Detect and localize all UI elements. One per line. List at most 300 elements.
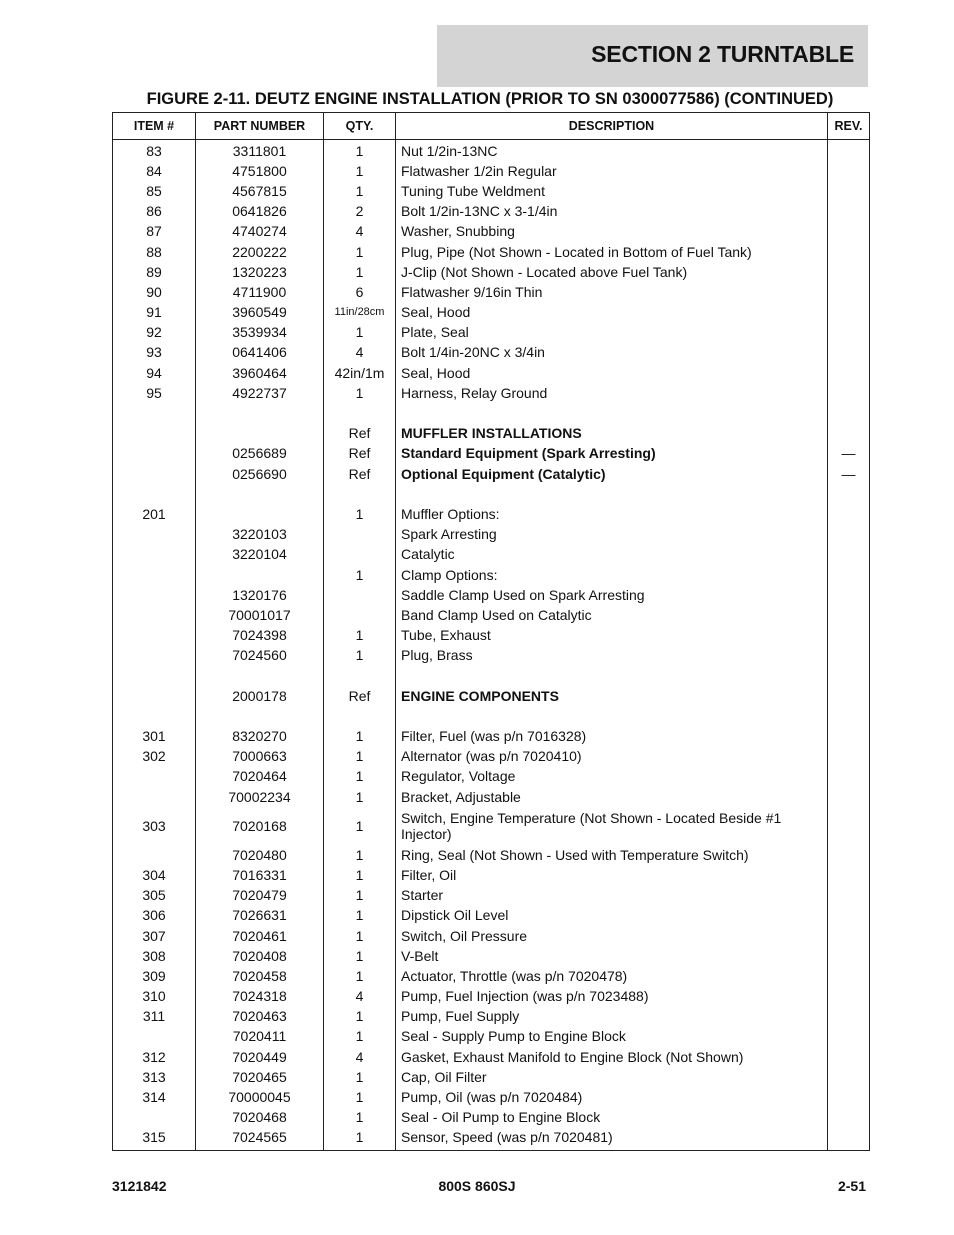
revision	[828, 987, 870, 1007]
description: Dipstick Oil Level	[396, 906, 828, 926]
item-number	[113, 767, 196, 787]
revision	[828, 1047, 870, 1067]
table-row	[113, 966, 870, 986]
part-number: 7020468	[196, 1108, 324, 1128]
quantity	[324, 706, 396, 726]
revision	[828, 966, 870, 986]
table-row	[113, 706, 870, 726]
description: Switch, Oil Pressure	[396, 926, 828, 946]
part-number: 7024398	[196, 626, 324, 646]
quantity: 1	[324, 1087, 396, 1107]
footer-model: 800S 860SJ	[438, 1178, 516, 1194]
quantity: 1	[324, 262, 396, 282]
part-number: 7020480	[196, 845, 324, 865]
description: Plate, Seal	[396, 323, 828, 343]
item-number	[113, 605, 196, 625]
table-row	[113, 926, 870, 946]
quantity: Ref	[324, 686, 396, 706]
part-number: 7020411	[196, 1027, 324, 1047]
item-number: 86	[113, 202, 196, 222]
part-number: 70002234	[196, 787, 324, 807]
description: Muffler Options:	[396, 504, 828, 524]
part-number: 7020479	[196, 886, 324, 906]
table-row	[113, 1027, 870, 1047]
item-number: 302	[113, 747, 196, 767]
footer-doc-number: 3121842	[112, 1178, 167, 1194]
item-number	[113, 686, 196, 706]
quantity: 1	[324, 1027, 396, 1047]
item-number: 309	[113, 966, 196, 986]
description: Spark Arresting	[396, 525, 828, 545]
revision	[828, 525, 870, 545]
part-number: 7020465	[196, 1067, 324, 1087]
item-number: 312	[113, 1047, 196, 1067]
item-number	[113, 464, 196, 484]
item-number: 307	[113, 926, 196, 946]
table-row	[113, 1067, 870, 1087]
table-row	[113, 686, 870, 706]
item-number	[113, 444, 196, 464]
description: Seal, Hood	[396, 303, 828, 323]
table-row	[113, 202, 870, 222]
table-row	[113, 626, 870, 646]
revision	[828, 886, 870, 906]
description: V-Belt	[396, 946, 828, 966]
part-number: 3220103	[196, 525, 324, 545]
item-number: 314	[113, 1087, 196, 1107]
part-number: 2000178	[196, 686, 324, 706]
item-number: 304	[113, 865, 196, 885]
table-row	[113, 906, 870, 926]
quantity: 1	[324, 565, 396, 585]
item-number	[113, 1027, 196, 1047]
table-row	[113, 282, 870, 302]
part-number: 7020168	[196, 807, 324, 845]
part-number: 3960464	[196, 363, 324, 383]
part-number: 4740274	[196, 222, 324, 242]
description: Optional Equipment (Catalytic)	[396, 464, 828, 484]
description: Seal, Hood	[396, 363, 828, 383]
table-row	[113, 767, 870, 787]
table-row	[113, 646, 870, 666]
item-number	[113, 1108, 196, 1128]
table-row	[113, 444, 870, 464]
description: Flatwasher 1/2in Regular	[396, 161, 828, 181]
item-number: 93	[113, 343, 196, 363]
description: Bolt 1/2in-13NC x 3-1/4in	[396, 202, 828, 222]
item-number	[113, 424, 196, 444]
description: Filter, Oil	[396, 865, 828, 885]
revision	[828, 363, 870, 383]
quantity: 1	[324, 886, 396, 906]
table-row	[113, 484, 870, 504]
table-row	[113, 787, 870, 807]
revision	[828, 1108, 870, 1128]
revision	[828, 726, 870, 746]
revision	[828, 222, 870, 242]
revision: —	[828, 444, 870, 464]
item-number: 91	[113, 303, 196, 323]
part-number: 0256690	[196, 464, 324, 484]
table-header-row	[113, 113, 870, 140]
revision	[828, 504, 870, 524]
part-number: 3311801	[196, 140, 324, 162]
description: ENGINE COMPONENTS	[396, 686, 828, 706]
revision	[828, 1087, 870, 1107]
quantity: 4	[324, 1047, 396, 1067]
item-number	[113, 646, 196, 666]
part-number: 4711900	[196, 282, 324, 302]
quantity	[324, 545, 396, 565]
part-number: 70000045	[196, 1087, 324, 1107]
table-row	[113, 1087, 870, 1107]
item-number: 305	[113, 886, 196, 906]
revision	[828, 323, 870, 343]
revision	[828, 747, 870, 767]
quantity: 1	[324, 323, 396, 343]
item-number	[113, 845, 196, 865]
part-number: 7020461	[196, 926, 324, 946]
part-number: 3539934	[196, 323, 324, 343]
item-number	[113, 585, 196, 605]
quantity: 1	[324, 845, 396, 865]
item-number	[113, 666, 196, 686]
revision	[828, 161, 870, 181]
item-number: 310	[113, 987, 196, 1007]
part-number: 7024318	[196, 987, 324, 1007]
part-number: 7024565	[196, 1128, 324, 1151]
description: Catalytic	[396, 545, 828, 565]
description: MUFFLER INSTALLATIONS	[396, 424, 828, 444]
revision	[828, 1007, 870, 1027]
table-row	[113, 504, 870, 524]
quantity: 1	[324, 946, 396, 966]
part-number	[196, 484, 324, 504]
table-row	[113, 1047, 870, 1067]
item-number: 94	[113, 363, 196, 383]
description: Cap, Oil Filter	[396, 1067, 828, 1087]
part-number: 7020458	[196, 966, 324, 986]
item-number	[113, 565, 196, 585]
quantity: 4	[324, 222, 396, 242]
quantity: 4	[324, 343, 396, 363]
part-number	[196, 666, 324, 686]
description: Plug, Pipe (Not Shown - Located in Bottom of Fuel Tank)	[396, 242, 828, 262]
revision	[828, 403, 870, 423]
table-row	[113, 424, 870, 444]
item-number: 306	[113, 906, 196, 926]
part-number: 0641826	[196, 202, 324, 222]
quantity: 1	[324, 726, 396, 746]
section-title: SECTION 2 TURNTABLE	[591, 41, 854, 67]
description: Alternator (was p/n 7020410)	[396, 747, 828, 767]
description: Tuning Tube Weldment	[396, 181, 828, 201]
quantity: 4	[324, 987, 396, 1007]
table-row	[113, 242, 870, 262]
quantity: 1	[324, 807, 396, 845]
revision	[828, 202, 870, 222]
quantity: 1	[324, 646, 396, 666]
quantity: 1	[324, 626, 396, 646]
quantity	[324, 403, 396, 423]
table-row	[113, 585, 870, 605]
description: Actuator, Throttle (was p/n 7020478)	[396, 966, 828, 986]
item-number: 311	[113, 1007, 196, 1027]
description	[396, 484, 828, 504]
item-number	[113, 626, 196, 646]
revision	[828, 605, 870, 625]
item-number: 83	[113, 140, 196, 162]
description: Seal - Supply Pump to Engine Block	[396, 1027, 828, 1047]
part-number	[196, 565, 324, 585]
revision	[828, 545, 870, 565]
part-number: 8320270	[196, 726, 324, 746]
column-header-part-number: PART NUMBER	[196, 113, 324, 140]
description: Harness, Relay Ground	[396, 383, 828, 403]
description: Pump, Fuel Supply	[396, 1007, 828, 1027]
item-number: 89	[113, 262, 196, 282]
column-header-rev: REV.	[828, 113, 870, 140]
item-number: 92	[113, 323, 196, 343]
item-number	[113, 787, 196, 807]
quantity: 2	[324, 202, 396, 222]
item-number: 308	[113, 946, 196, 966]
item-number	[113, 545, 196, 565]
section-banner	[437, 25, 868, 87]
table-row	[113, 865, 870, 885]
revision	[828, 262, 870, 282]
part-number: 3960549	[196, 303, 324, 323]
table-row	[113, 262, 870, 282]
revision	[828, 585, 870, 605]
table-row	[113, 343, 870, 363]
description	[396, 403, 828, 423]
part-number: 1320223	[196, 262, 324, 282]
quantity: 1	[324, 1007, 396, 1027]
table-row	[113, 403, 870, 423]
part-number: 7026631	[196, 906, 324, 926]
revision	[828, 807, 870, 845]
description	[396, 666, 828, 686]
table-row	[113, 666, 870, 686]
item-number: 303	[113, 807, 196, 845]
description: Nut 1/2in-13NC	[396, 140, 828, 162]
part-number: 0256689	[196, 444, 324, 464]
item-number	[113, 403, 196, 423]
revision	[828, 343, 870, 363]
item-number: 95	[113, 383, 196, 403]
revision	[828, 626, 870, 646]
part-number	[196, 424, 324, 444]
part-number: 7020463	[196, 1007, 324, 1027]
table-row	[113, 323, 870, 343]
quantity: 42in/1m	[324, 363, 396, 383]
item-number: 85	[113, 181, 196, 201]
table-row	[113, 726, 870, 746]
item-number	[113, 525, 196, 545]
description: J-Clip (Not Shown - Located above Fuel Tank)	[396, 262, 828, 282]
parts-table-body	[113, 140, 870, 1151]
description: Pump, Fuel Injection (was p/n 7023488)	[396, 987, 828, 1007]
figure-title: FIGURE 2-11. DEUTZ ENGINE INSTALLATION (PRIOR TO SN 0300077586) (CONTINUED)	[146, 90, 834, 108]
parts-table	[112, 112, 870, 1151]
description: Gasket, Exhaust Manifold to Engine Block (Not Shown)	[396, 1047, 828, 1067]
revision	[828, 767, 870, 787]
quantity: 1	[324, 1067, 396, 1087]
description: Starter	[396, 886, 828, 906]
revision	[828, 303, 870, 323]
part-number: 7024560	[196, 646, 324, 666]
revision	[828, 1128, 870, 1151]
revision	[828, 1067, 870, 1087]
part-number	[196, 403, 324, 423]
quantity: 1	[324, 181, 396, 201]
table-row	[113, 565, 870, 585]
description: Pump, Oil (was p/n 7020484)	[396, 1087, 828, 1107]
revision	[828, 383, 870, 403]
revision: —	[828, 464, 870, 484]
quantity: 1	[324, 865, 396, 885]
quantity: 1	[324, 1128, 396, 1151]
quantity: 1	[324, 242, 396, 262]
revision	[828, 282, 870, 302]
revision	[828, 787, 870, 807]
description: Washer, Snubbing	[396, 222, 828, 242]
revision	[828, 946, 870, 966]
quantity: Ref	[324, 444, 396, 464]
quantity: Ref	[324, 424, 396, 444]
table-row	[113, 747, 870, 767]
item-number: 301	[113, 726, 196, 746]
revision	[828, 424, 870, 444]
quantity	[324, 484, 396, 504]
description: Switch, Engine Temperature (Not Shown - Located Beside #1 Injector)	[396, 807, 828, 845]
item-number: 313	[113, 1067, 196, 1087]
quantity	[324, 605, 396, 625]
table-row	[113, 1007, 870, 1027]
revision	[828, 845, 870, 865]
quantity: 1	[324, 966, 396, 986]
revision	[828, 906, 870, 926]
part-number: 7016331	[196, 865, 324, 885]
part-number: 7020408	[196, 946, 324, 966]
revision	[828, 1027, 870, 1047]
quantity: 1	[324, 504, 396, 524]
description: Seal - Oil Pump to Engine Block	[396, 1108, 828, 1128]
item-number: 84	[113, 161, 196, 181]
table-row	[113, 845, 870, 865]
footer-page-number: 2-51	[837, 1178, 866, 1194]
part-number: 3220104	[196, 545, 324, 565]
item-number: 315	[113, 1128, 196, 1151]
part-number: 1320176	[196, 585, 324, 605]
description: Clamp Options:	[396, 565, 828, 585]
description: Standard Equipment (Spark Arresting)	[396, 444, 828, 464]
part-number: 7020449	[196, 1047, 324, 1067]
revision	[828, 484, 870, 504]
revision	[828, 865, 870, 885]
revision	[828, 706, 870, 726]
column-header-qty: QTY.	[324, 113, 396, 140]
table-row	[113, 1108, 870, 1128]
item-number: 201	[113, 504, 196, 524]
item-number: 90	[113, 282, 196, 302]
part-number: 7000663	[196, 747, 324, 767]
item-number: 88	[113, 242, 196, 262]
table-row	[113, 140, 870, 162]
description: Filter, Fuel (was p/n 7016328)	[396, 726, 828, 746]
revision	[828, 926, 870, 946]
table-row	[113, 1128, 870, 1151]
revision	[828, 140, 870, 162]
table-row	[113, 605, 870, 625]
revision	[828, 646, 870, 666]
table-row	[113, 987, 870, 1007]
part-number: 4751800	[196, 161, 324, 181]
quantity: 1	[324, 906, 396, 926]
description	[396, 706, 828, 726]
description: Regulator, Voltage	[396, 767, 828, 787]
part-number: 0641406	[196, 343, 324, 363]
quantity: 11in/28cm	[324, 303, 396, 323]
table-row	[113, 222, 870, 242]
item-number	[113, 706, 196, 726]
description: Flatwasher 9/16in Thin	[396, 282, 828, 302]
table-row	[113, 525, 870, 545]
quantity	[324, 666, 396, 686]
quantity: 1	[324, 161, 396, 181]
revision	[828, 666, 870, 686]
part-number	[196, 504, 324, 524]
part-number: 7020464	[196, 767, 324, 787]
table-row	[113, 545, 870, 565]
revision	[828, 242, 870, 262]
revision	[828, 565, 870, 585]
quantity	[324, 585, 396, 605]
table-row	[113, 161, 870, 181]
part-number: 70001017	[196, 605, 324, 625]
description: Bolt 1/4in-20NC x 3/4in	[396, 343, 828, 363]
quantity: 1	[324, 140, 396, 162]
table-row	[113, 181, 870, 201]
description: Bracket, Adjustable	[396, 787, 828, 807]
column-header-description: DESCRIPTION	[396, 113, 828, 140]
table-row	[113, 946, 870, 966]
column-header-item: ITEM #	[113, 113, 196, 140]
description: Saddle Clamp Used on Spark Arresting	[396, 585, 828, 605]
item-number: 87	[113, 222, 196, 242]
quantity: 1	[324, 1108, 396, 1128]
item-number	[113, 484, 196, 504]
description: Band Clamp Used on Catalytic	[396, 605, 828, 625]
revision	[828, 181, 870, 201]
quantity: 1	[324, 383, 396, 403]
table-row	[113, 363, 870, 383]
description: Sensor, Speed (was p/n 7020481)	[396, 1128, 828, 1151]
quantity: 1	[324, 926, 396, 946]
part-number	[196, 706, 324, 726]
revision	[828, 686, 870, 706]
quantity: 6	[324, 282, 396, 302]
part-number: 2200222	[196, 242, 324, 262]
quantity: 1	[324, 747, 396, 767]
quantity	[324, 525, 396, 545]
part-number: 4567815	[196, 181, 324, 201]
quantity: Ref	[324, 464, 396, 484]
description: Plug, Brass	[396, 646, 828, 666]
quantity: 1	[324, 787, 396, 807]
description: Ring, Seal (Not Shown - Used with Temperature Switch)	[396, 845, 828, 865]
